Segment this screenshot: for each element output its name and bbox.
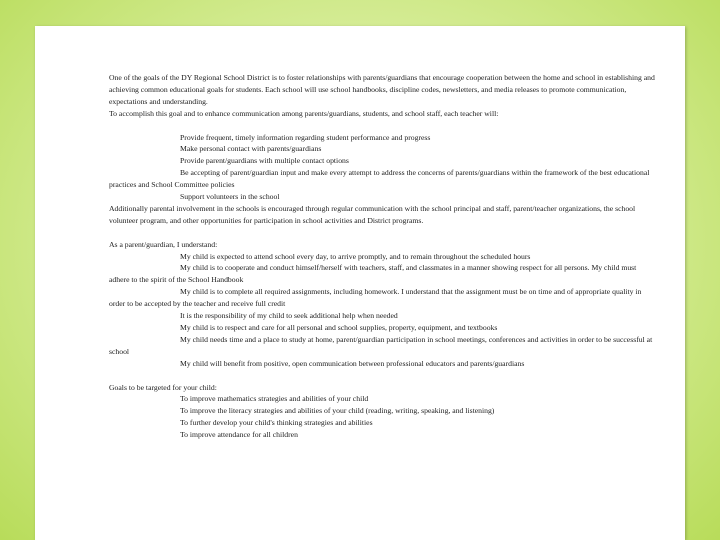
parent-heading: As a parent/guardian, I understand: bbox=[109, 239, 218, 249]
goals-heading: Goals to be targeted for your child: bbox=[109, 382, 217, 392]
goal-item: To improve mathematics strategies and abilities of your child bbox=[180, 394, 369, 404]
parent-item: My child is to complete all required assignments, including homework. I understand that the assignment must be on time and of appropriate quality in order to be accepted by the teacher and receive full credit bbox=[109, 287, 642, 309]
teacher-item: Provide parent/guardians with multiple contact options bbox=[180, 156, 349, 166]
spacer bbox=[109, 227, 657, 239]
document-body bbox=[109, 72, 657, 441]
parent-item: My child is expected to attend school every day, to arrive promptly, and to remain throughout the scheduled hours bbox=[180, 251, 531, 261]
intro-goal-statement: To accomplish this goal and to enhance communication among parents/guardians, students, and school staff, each teacher will: bbox=[109, 108, 499, 118]
slide-page bbox=[35, 26, 685, 540]
teacher-item: Make personal contact with parents/guardians bbox=[180, 144, 322, 154]
parent-item: It is the responsibility of my child to seek additional help when needed bbox=[180, 311, 398, 321]
spacer bbox=[109, 120, 657, 132]
goal-item: To improve attendance for all children bbox=[180, 430, 298, 440]
spacer bbox=[109, 370, 657, 382]
intro-paragraph: One of the goals of the DY Regional School District is to foster relationships with parents/guardians that encourage cooperation between the home and school in establishing and achieving common educational goals for students. Each school will use school handbooks, discipline codes, newsletters, and media releases to promote communication, expectations and understanding. bbox=[109, 73, 655, 106]
parent-item: My child will benefit from positive, open communication between professional educators and parents/guardians bbox=[180, 358, 525, 368]
goal-item: To further develop your child's thinking strategies and abilities bbox=[180, 418, 373, 428]
parent-item: My child is to cooperate and conduct himself/herself with teachers, staff, and classmates in a manner showing respect for all persons. My child must adhere to the spirit of the School Handbook bbox=[109, 263, 637, 285]
parent-item: My child is to respect and care for all personal and school supplies, property, equipment, and textbooks bbox=[180, 323, 498, 332]
teacher-item: Provide frequent, timely information regarding student performance and progress bbox=[180, 132, 431, 142]
goal-item: To improve the literacy strategies and abilities of your child (reading, writing, speaking, and listening) bbox=[180, 406, 495, 416]
parent-item: My child needs time and a place to study at home, parent/guardian participation in school meetings, conferences and activities in order to be successful at school bbox=[109, 334, 653, 356]
additional-paragraph: Additionally parental involvement in the schools is encouraged through regular communication with the school principal and staff, parent/teacher organizations, the school volunteer program, and other opportunities for participation in school activities and District programs. bbox=[109, 203, 636, 225]
teacher-item: Be accepting of parent/guardian input and make every attempt to address the concerns of parents/guardians within the framework of the best educational practices and School Committee policies bbox=[109, 168, 650, 190]
teacher-item: Support volunteers in the school bbox=[180, 192, 280, 202]
